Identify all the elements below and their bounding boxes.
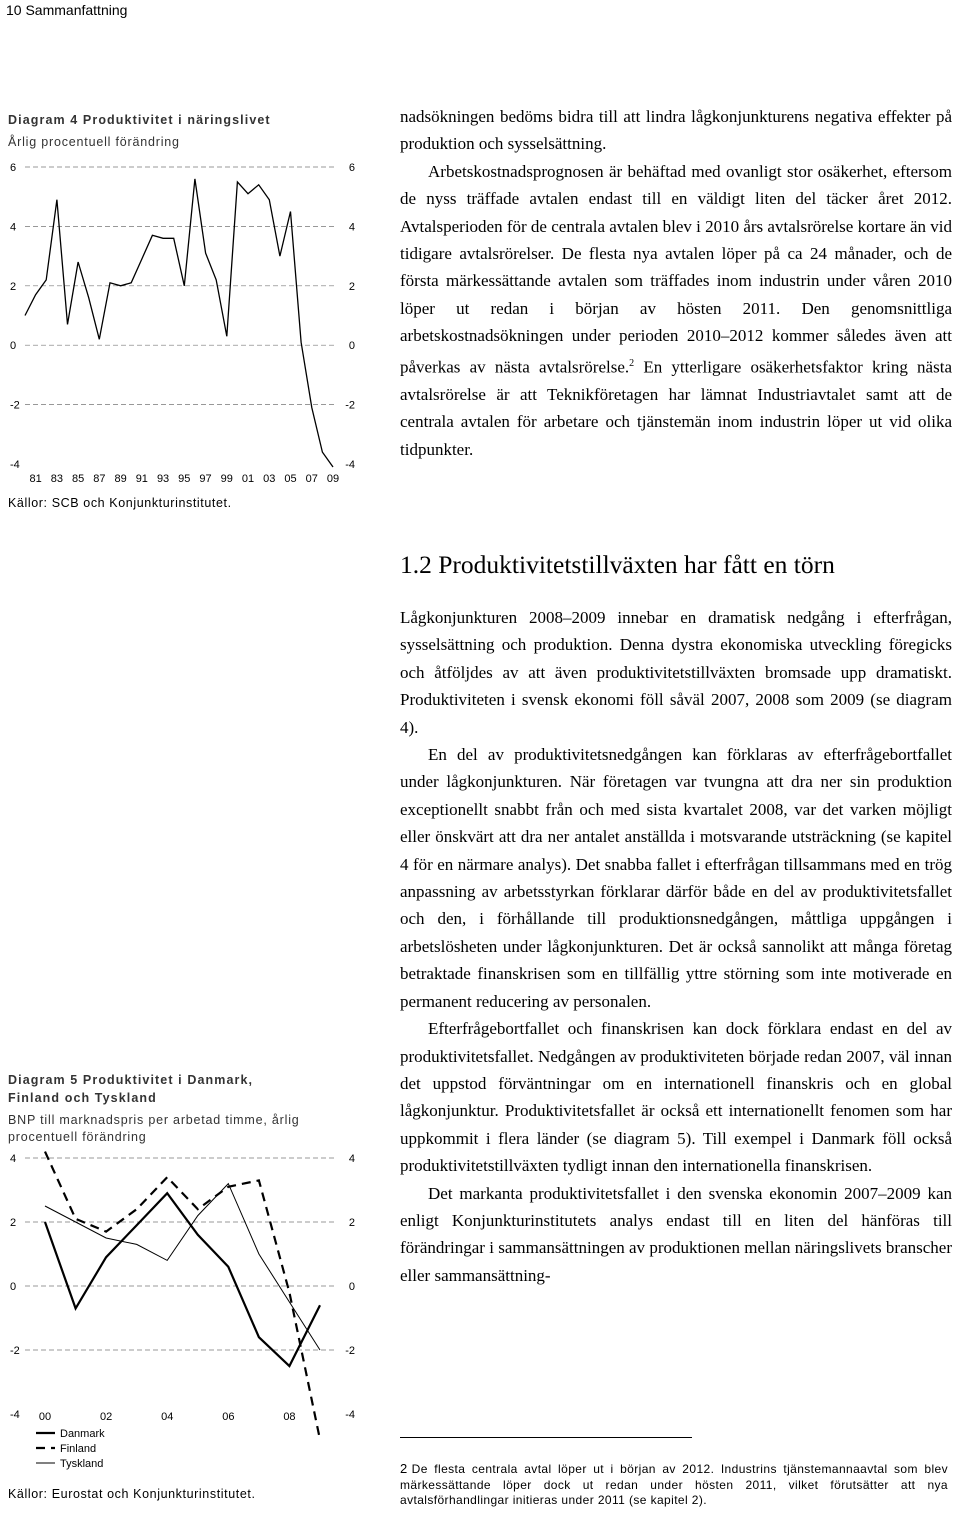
x-tick-label: 01	[241, 473, 255, 485]
diagram4-title: Diagram 4 Produktivitet i näringslivet	[8, 113, 271, 127]
y-tick-label-left: 6	[10, 162, 17, 174]
x-tick-label: 91	[135, 473, 148, 485]
paragraph-wage-forecast	[400, 158, 952, 463]
diagram5-title-line2: Finland och Tyskland	[8, 1091, 157, 1105]
x-tick-label: 07	[305, 473, 318, 485]
x-tick-label: 09	[326, 473, 340, 485]
footnote-text: De flesta centrala avtal löper ut i början av 2012. Industrins tjänstemannaavtal som blev märkessättande löper dock ut redan under hösten 2011, vilket förutsätter att nya avtalsförhandlingar initieras under 2011 (se kapitel 2).	[400, 1462, 948, 1507]
paragraph-wage-forecast-text-cont: En ytterligare osäkerhetsfaktor kring nästa avtalsrörelse är att Teknikföretagen har lämnat Industriavtalet samt att de centrala avtalen för arbetare och tjänstemän inom industrin löper ut vid olika tidpunkter.	[400, 357, 952, 459]
paragraph-4: Det markanta produktivitetsfallet i den svenska ekonomin 2007–2009 kan enligt Konjunkturinstitutets analys endast till en liten del hänföras till förändringar i sammansättningen av produktionen mellan näringslivets branscher eller sammansättning-	[400, 1183, 952, 1285]
x-tick-label: 83	[50, 473, 63, 485]
section-heading: 1.2 Produktivitetstillväxten har fått en törn	[400, 550, 835, 579]
y-tick-label-right: 0	[348, 340, 355, 353]
paragraph-wage-forecast-text: Arbetskostnadsprognosen är behäftad med ovanligt stor osäkerhet, eftersom de nyss träffade avtalen endast till en väldigt liten del täcker året 2012. Avtalsperioden för de centrala avtalen blev i 2010 års avtalsrörelse kortare än vid tidigare avtalsrörelser. De flesta nya avtalen löper på ca 24 månader, och de första märkessättande avtalen som träffades inom industrin under våren 2010 löper ut redan i början av hösten 2011. Den genomsnittliga arbetskostnadsökningen under perioden 2010–2012 kommer således även att påverkas av nästa avtalsrörelse.	[400, 161, 952, 377]
y-tick-label-right: -4	[345, 459, 355, 471]
y-tick-label-right: -2	[345, 1345, 355, 1357]
x-tick-label: 99	[220, 473, 233, 485]
y-tick-label-right: -4	[345, 1409, 355, 1421]
diagram4-subtitle: Årlig procentuell förändring	[8, 135, 180, 149]
x-tick-label: 89	[114, 473, 127, 485]
x-tick-label: 87	[93, 473, 106, 485]
footnote-rule	[400, 1437, 692, 1438]
paragraph-2: En del av produktivitetsnedgången kan förklaras av efterfrågebortfallet under lågkonjunkturen. När företagen var tvungna att dra ner sin produktion exceptionellt snabbt från och med sista kvartalet 2008, var det varken möjligt eller önskvärt att dra ner antalet anställda i motsvarande utsträckning (se kapitel 4 för en närmare analys). Det snabba fallet i efterfrågan tillsammans med en trög anpassning av arbetsstyrkan förklarar därför både en del av produktivitetsfallet och den, i förhållande till produktionsnedgången, måttliga uppgången i arbetslösheten under lågkonjunkturen. Det är också sannolikt att många företag betraktade finanskrisen som en tillfällig yttre störning som inte motiverade en permanent reducering av personalen.	[400, 745, 952, 1011]
x-tick-label: 95	[178, 473, 191, 485]
y-tick-label-left: 0	[10, 340, 17, 353]
diagram5-subtitle-line2: procentuell förändring	[8, 1130, 147, 1144]
paragraph-1: Lågkonjunkturen 2008–2009 innebar en dramatisk nedgång i efterfrågan, sysselsättning och produktion. Denna dystra ekonomiska utveckling föregicks och åtföljdes av att även produktivitetstillväxten bromsade upp dramatiskt. Produktiviteten i svensk ekonomi föll såväl 2007, 2008 som 2009 (se diagram 4).	[400, 608, 952, 737]
x-tick-label: 00	[38, 1411, 52, 1423]
diagram4-source: Källor: SCB och Konjunkturinstitutet.	[8, 496, 232, 510]
y-tick-label-left: 4	[10, 221, 17, 234]
x-tick-label: 06	[222, 1411, 235, 1423]
diagram5-source: Källor: Eurostat och Konjunkturinstitutet.	[8, 1487, 256, 1501]
y-tick-label-right: 0	[348, 1281, 355, 1293]
diagram4-chart	[0, 150, 380, 500]
y-tick-label-left: 2	[10, 280, 17, 293]
diagram5-subtitle-line1: BNP till marknadspris per arbetad timme, årlig	[8, 1113, 300, 1127]
footnote-ref: 2	[629, 357, 635, 369]
y-tick-label-left: 2	[10, 1217, 17, 1229]
y-tick-label-left: 0	[10, 1281, 17, 1293]
y-tick-label-left: 4	[10, 1153, 17, 1165]
running-head: 10 Sammanfattning	[6, 2, 128, 18]
y-tick-label-right: 2	[348, 280, 355, 293]
x-tick-label: 97	[199, 473, 212, 485]
x-tick-label: 02	[99, 1411, 113, 1423]
paragraph-3: Efterfrågebortfallet och finanskrisen kan dock förklara endast en del av produktivitetsfallet. Nedgången av produktiviteten började redan 2007, väl innan det uppstod förväntningar om en internationell finanskris och en global lågkonjunktur. Produktivitetsfallet är också ett internationellt fenomen som har uppkommit i flera länder (se diagram 5). Till exempel i Danmark föll också produktivitetstillväxten tydligt innan den internationella finanskrisen.	[400, 1019, 952, 1176]
legend-label-finland: Finland	[60, 1443, 97, 1455]
series-line-tyskland	[45, 1184, 320, 1350]
series-line-finland	[45, 1152, 320, 1440]
x-tick-label: 08	[283, 1411, 296, 1423]
footnote	[400, 1461, 948, 1509]
diagram5-title-line1: Diagram 5 Produktivitet i Danmark,	[8, 1073, 254, 1087]
x-tick-label: 81	[29, 473, 42, 485]
paragraph-intro: nadsökningen bedöms bidra till att lindra lågkonjunkturens negativa effekter på produktion och sysselsättning.	[400, 107, 952, 154]
y-tick-label-right: 4	[348, 1153, 355, 1165]
legend-label-danmark: Danmark	[60, 1428, 105, 1440]
y-tick-label-left: -2	[10, 1345, 20, 1357]
text-column-bottom	[400, 604, 952, 1289]
footnote-number: 2	[400, 1461, 408, 1476]
x-tick-label: 85	[71, 473, 85, 485]
x-tick-label: 05	[284, 473, 297, 485]
x-tick-label: 93	[156, 473, 170, 485]
y-tick-label-left: -4	[10, 1409, 20, 1421]
y-tick-label-right: 2	[348, 1217, 355, 1229]
y-tick-label-right: -2	[345, 399, 355, 412]
text-column-top	[400, 103, 952, 463]
y-tick-label-right: 6	[348, 162, 355, 174]
x-tick-label: 04	[161, 1411, 174, 1423]
series-line-danmark	[45, 1193, 320, 1366]
series-line-produktivitet	[25, 179, 333, 467]
diagram5-chart	[0, 1145, 380, 1480]
legend-label-tyskland: Tyskland	[60, 1458, 104, 1470]
y-tick-label-left: -4	[10, 459, 20, 471]
y-tick-label-left: -2	[10, 399, 20, 412]
x-tick-label: 03	[263, 473, 276, 485]
y-tick-label-right: 4	[348, 221, 355, 234]
